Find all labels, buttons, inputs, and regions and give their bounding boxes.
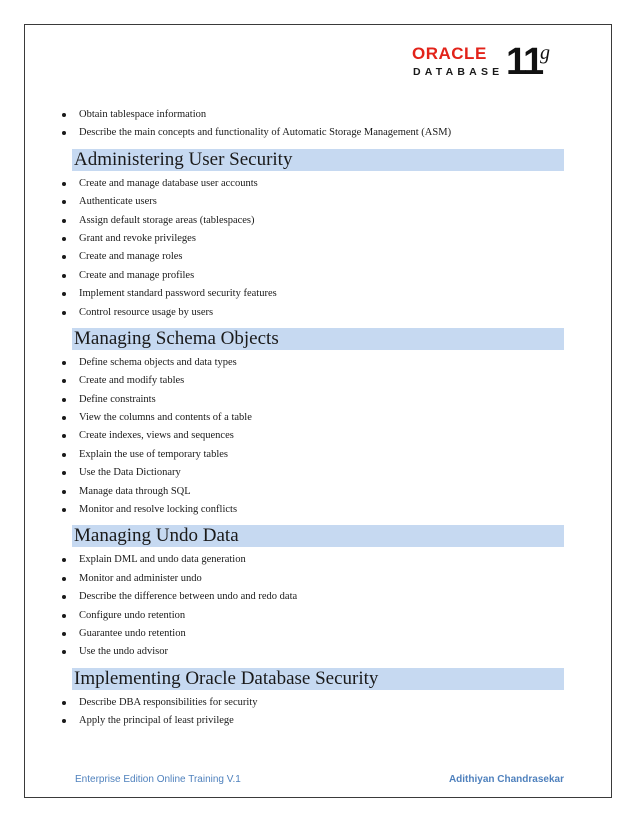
bullet-icon [62,113,66,117]
section-list [62,551,582,661]
list-item: Create indexes, views and sequences [62,427,582,445]
list-item: Configure undo retention [62,607,582,625]
bullet-icon [62,595,66,599]
list-item: Explain DML and undo data generation [62,551,582,569]
list-item: Implement standard password security features [62,285,582,303]
bullet-icon [62,650,66,654]
bullet-icon [62,614,66,618]
list-item: Apply the principal of least privilege [62,712,582,730]
bullet-icon [62,577,66,581]
bullet-icon [62,182,66,186]
bullet-icon [62,379,66,383]
bullet-icon [62,471,66,475]
logo-product: DATABASE [413,66,504,78]
bullet-icon [62,311,66,315]
list-item: Create and modify tables [62,372,582,390]
list-item: Use the Data Dictionary [62,464,582,482]
bullet-icon [62,200,66,204]
list-item: Create and manage roles [62,248,582,266]
bullet-icon [62,490,66,494]
bullet-icon [62,219,66,223]
list-item: Assign default storage areas (tablespaces) [62,212,582,230]
bullet-icon [62,237,66,241]
document-body [62,106,582,731]
list-item: Define schema objects and data types [62,354,582,372]
bullet-icon [62,292,66,296]
bullet-icon [62,274,66,278]
logo-brand: ORACLE [412,44,487,63]
section-list [62,694,582,731]
bullet-icon [62,434,66,438]
bullet-icon [62,398,66,402]
list-item: Control resource usage by users [62,304,582,322]
section-heading: Managing Schema Objects [72,328,564,350]
bullet-icon [62,701,66,705]
intro-list [62,106,582,143]
oracle-database-11g-logo [410,40,560,86]
section-heading: Managing Undo Data [72,525,564,547]
section-list [62,175,582,322]
logo-version: 11 [506,41,543,83]
list-item: Grant and revoke privileges [62,230,582,248]
list-item: Describe the difference between undo and redo data [62,588,582,606]
list-item: Use the undo advisor [62,643,582,661]
bullet-icon [62,416,66,420]
footer-author: Adithiyan Chandrasekar [448,774,564,785]
list-item: Create and manage database user accounts [62,175,582,193]
list-item: Explain the use of temporary tables [62,446,582,464]
bullet-icon [62,361,66,365]
footer-course-title: Enterprise Edition Online Training V.1 [75,774,241,785]
bullet-icon [62,632,66,636]
list-item: Create and manage profiles [62,267,582,285]
bullet-icon [62,558,66,562]
list-item: Define constraints [62,391,582,409]
list-item: Guarantee undo retention [62,625,582,643]
logo-version-suffix: g [540,42,550,64]
bullet-icon [62,255,66,259]
list-item: View the columns and contents of a table [62,409,582,427]
bullet-icon [62,508,66,512]
bullet-icon [62,719,66,723]
bullet-icon [62,453,66,457]
list-item: Manage data through SQL [62,483,582,501]
list-item: Describe the main concepts and functionality of Automatic Storage Management (ASM) [62,124,582,142]
list-item: Monitor and resolve locking conflicts [62,501,582,519]
list-item: Describe DBA responsibilities for security [62,694,582,712]
section-list [62,354,582,520]
section-heading: Implementing Oracle Database Security [72,668,564,690]
list-item: Authenticate users [62,193,582,211]
section-heading: Administering User Security [72,149,564,171]
list-item: Monitor and administer undo [62,570,582,588]
bullet-icon [62,131,66,135]
list-item: Obtain tablespace information [62,106,582,124]
